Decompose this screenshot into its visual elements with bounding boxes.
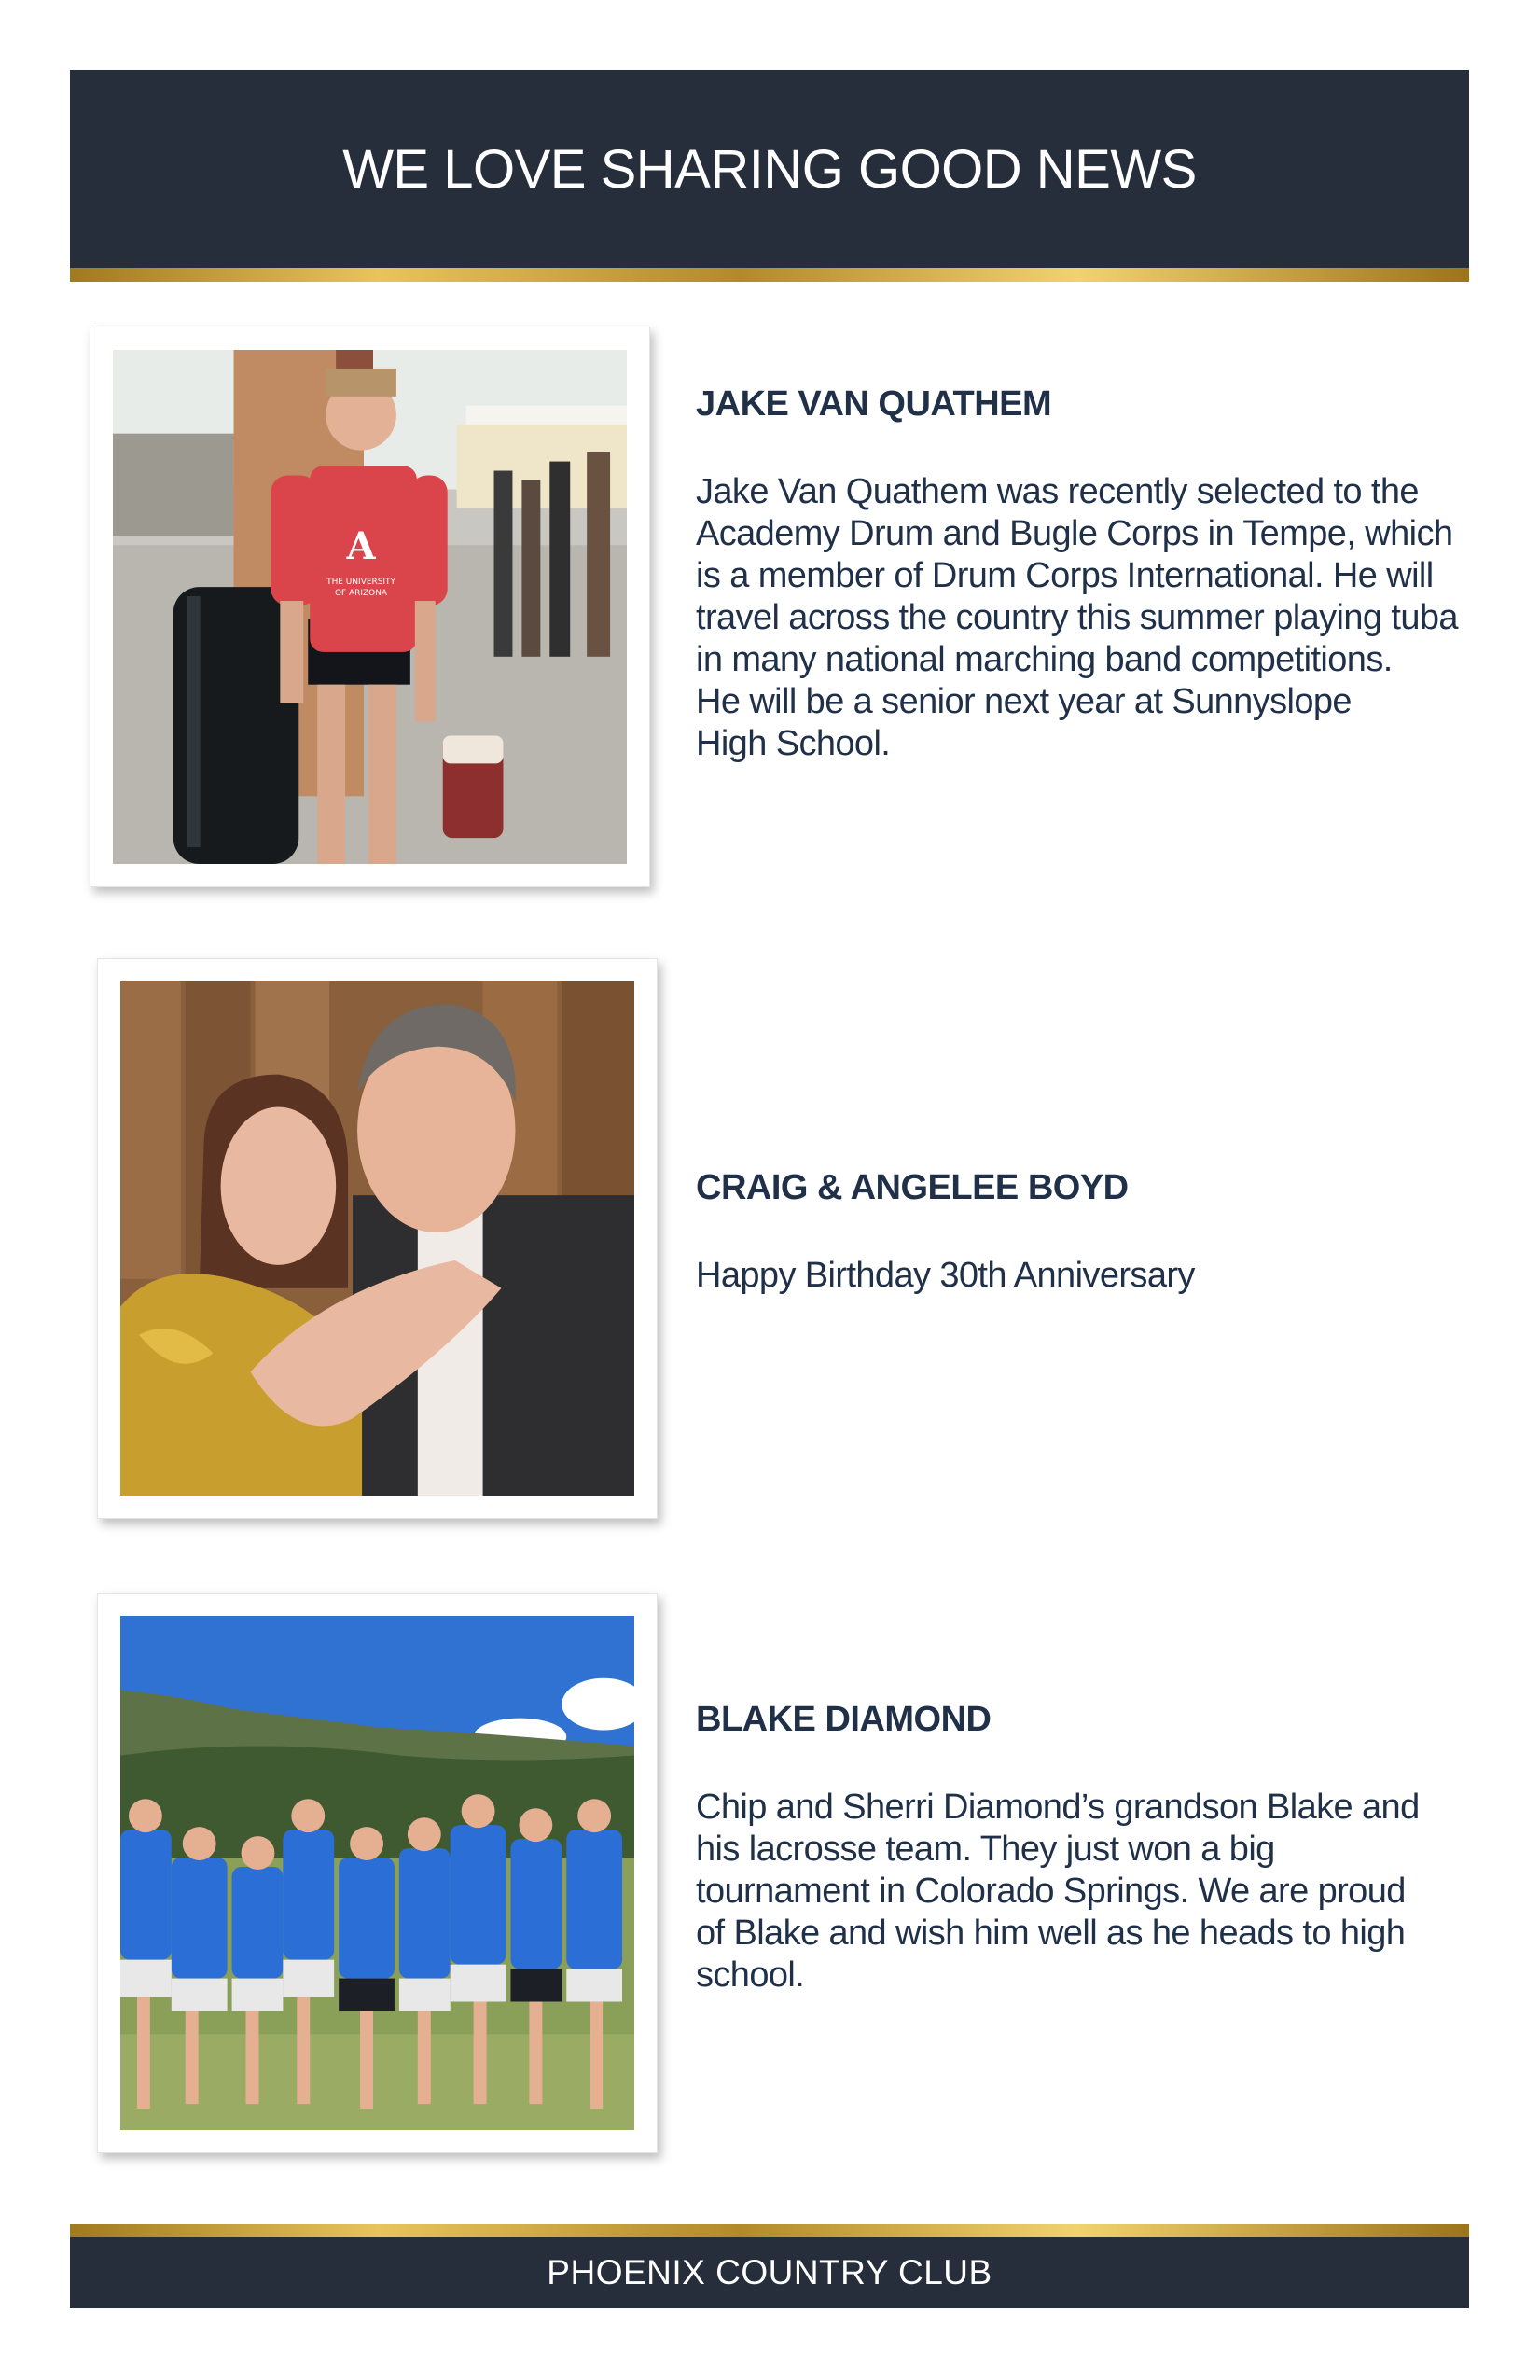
page-header [70,70,1469,268]
photo-jake-van-quathem [113,350,627,864]
entry-name-blake: BLAKE DIAMOND [696,1700,992,1739]
entry-name-jake: JAKE VAN QUATHEM [696,384,1052,424]
entry-text-line: Academy Drum and Bugle Corps in Tempe, which [696,514,1453,553]
entry-text-line: Chip and Sherri Diamond’s grandson Blake and [696,1788,1420,1827]
entry-text-jake [696,471,1470,765]
entry-text-line: his lacrosse team. They just won a big [696,1830,1275,1869]
entry-text-line: Jake Van Quathem was recently selected to the [696,472,1419,511]
entry-text-blake [696,1787,1470,1997]
shirt-logo-letter: A [346,525,376,569]
entry-text-line: High School. [696,724,891,763]
footer-gold-divider [70,2224,1469,2238]
entry-text-line: is a member of Drum Corps International. He will [696,556,1434,595]
entry-text-line: Happy Birthday 30th Anniversary [696,1256,1195,1295]
entry-text-line: He will be a senior next year at Sunnyslope [696,682,1352,721]
page-title: WE LOVE SHARING GOOD NEWS [342,138,1197,200]
photo-frame-jake [90,327,650,887]
entry-text-line: in many national marching band competitions. [696,640,1393,679]
shirt-text-line2: OF ARIZONA [335,589,388,599]
shirt-text-line1: THE UNIVERSITY [326,578,395,588]
entry-text-line: school. [696,1955,805,1995]
photo-frame-blake [97,1593,658,2153]
photo-blake-diamond [120,1616,634,2130]
header-gold-divider [70,268,1469,282]
entry-text-line: of Blake and wish him well as he heads to high [696,1914,1406,1953]
entry-name-boyd: CRAIG & ANGELEE BOYD [696,1168,1129,1207]
page-footer [70,2237,1469,2308]
photo-frame-boyd [97,958,658,1519]
entry-text-line: travel across the country this summer playing tuba [696,598,1458,637]
footer-club-name: PHOENIX COUNTRY CLUB [547,2253,992,2291]
entry-text-line: tournament in Colorado Springs. We are proud [696,1872,1406,1911]
entry-text-boyd [696,1255,1470,1297]
photo-craig-angelee-boyd [120,981,634,1496]
